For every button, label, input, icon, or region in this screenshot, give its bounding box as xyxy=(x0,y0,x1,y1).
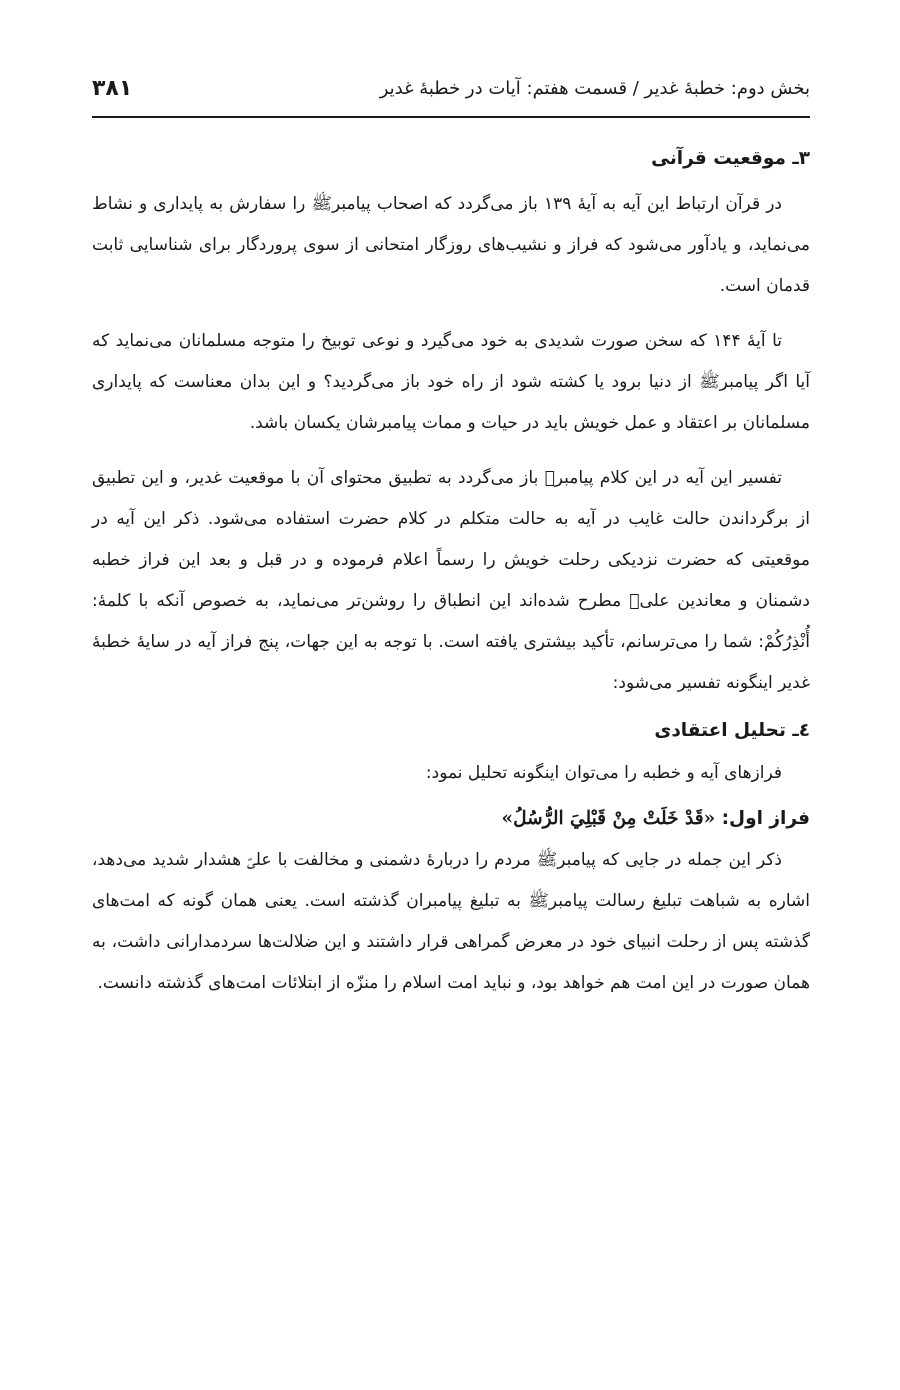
section-3-paragraph-2: تا آیهٔ ۱۴۴ که سخن صورت شدیدی به خود می‌گیرد و نوعی توبیخ را متوجه مسلمانان می‌نماید که آیا اگر پیامبرﷺ از دنیا برود یا کشته شود از راه خود باز می‌گردید؟ و این بدان معناست که پایداری مسلمانان بر اعتقاد و عمل خویش باید در حیات و ممات پیامبرشان یکسان باشد. xyxy=(92,331,810,433)
page-body xyxy=(92,142,810,1004)
running-header-title: بخش دوم: خطبهٔ غدیر / قسمت هفتم: آیات در خطبهٔ غدیر xyxy=(379,77,810,99)
section-4-intro: فرازهای آیه و خطبه را می‌توان اینگونه تحلیل نمود: xyxy=(425,763,782,783)
page-number: ۳۸۱ xyxy=(92,75,133,101)
header-divider xyxy=(92,116,810,118)
verse-heading xyxy=(92,800,810,838)
verse-label: فراز اول: xyxy=(721,808,810,829)
section-3-paragraph-3: تفسیر این آیه در این کلام پیامبرﷺ باز می‌گردد به تطبیق محتوای آن با موقعیت غدیر، و این تطبیق از برگرداندن حالت غایب در آیه به حالت متکلم در کلام حضرت استفاده می‌شود. ذکر این آیه در موقعیتی که حضرت نزدیکی رحلت خویش را رسماً اعلام فرموده و در قبل و بعد این فراز خطبه دشمنان و معاندین علیؑ مطرح شده‌اند این انطباق را روشن‌تر می‌نماید، به خصوص آنکه با کلمهٔ: أُنْذِرُكُمْ: شما را می‌ترسانم، تأکید بیشتری یافته است. با توجه به این جهات، پنج فراز آیه در سایهٔ خطبهٔ غدیر اینگونه تفسیر می‌شود: xyxy=(92,468,810,693)
section-3-paragraph-1: در قرآن ارتباط این آیه به آیهٔ ۱۳۹ باز می‌گردد که اصحاب پیامبرﷺ را سفارش به پایداری و نشاط می‌نماید، و یادآور می‌شود که فراز و نشیب‌های روزگار امتحانی از سوی پروردگار برای شناسایی ثابت قدمان است. xyxy=(92,194,810,296)
section-4-heading: ٤ـ تحلیل اعتقادی xyxy=(654,720,810,741)
running-header xyxy=(92,68,810,108)
section-3-heading: ۳ـ موقعیت قرآنی xyxy=(651,148,810,169)
verse-text: «قَدْ خَلَتْ مِنْ قَبْلِيَ الرُّسُلُ» xyxy=(501,808,716,829)
section-4-paragraph-1: ذکر این جمله در جایی که پیامبرﷺ مردم را دربارهٔ دشمنی و مخالفت با علیؑ هشدار شدید می‌دهد، اشاره به شباهت تبلیغ رسالت پیامبرﷺ به تبلیغ پیامبران گذشته است. یعنی همان گونه که امت‌های گذشته پس از رحلت انبیای خود در معرض گمراهی قرار داشتند و این ضلالت‌ها سردمدارانی داشت، به همان صورت در این امت هم خواهد بود، و نباید امت اسلام را منزّه از ابتلائات امت‌های گذشته دانست. xyxy=(92,850,810,993)
